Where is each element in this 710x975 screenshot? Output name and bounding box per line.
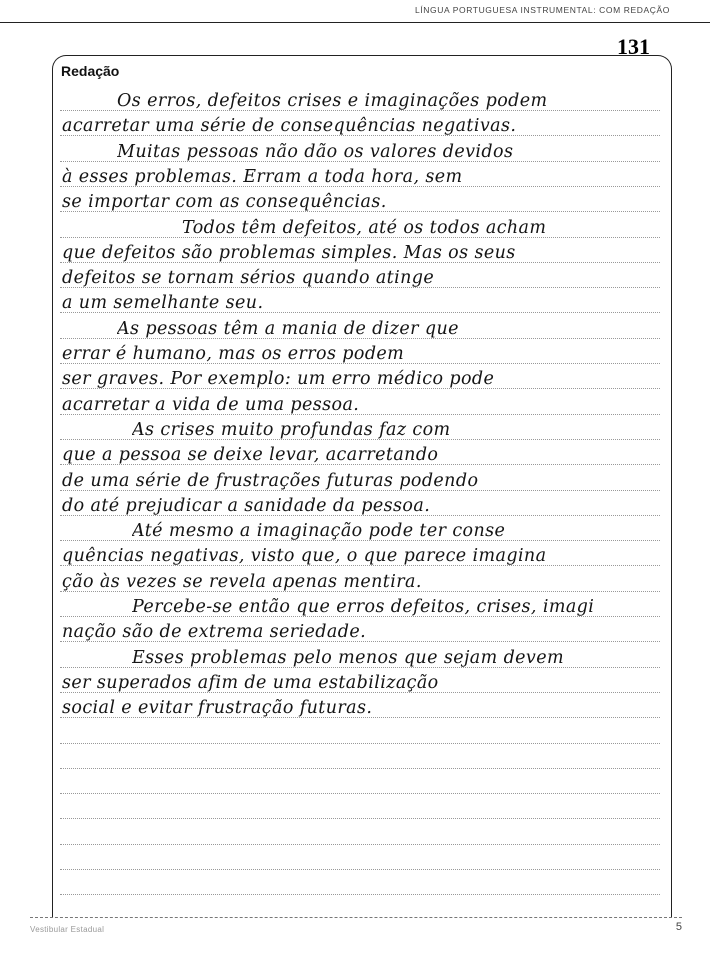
essay-line: acarretar uma série de consequências negativas.	[62, 116, 517, 137]
page-number: 5	[675, 921, 682, 933]
essay-line: quências negativas, visto que, o que parece imagina	[62, 546, 547, 567]
essay-line: do até prejudicar a sanidade da pessoa.	[62, 495, 431, 516]
essay-line: errar é humano, mas os erros podem	[62, 344, 405, 364]
ruled-line	[60, 768, 660, 769]
essay-line: a um semelhante seu.	[62, 293, 264, 314]
page-code: 131	[617, 34, 650, 59]
essay-line: ser superados afim de uma estabilização	[62, 672, 439, 693]
essay-line: à esses problemas. Erram a toda hora, sem	[62, 166, 463, 187]
essay-line: Todos têm defeitos, até os todos acham	[182, 217, 547, 238]
footer-rule	[30, 917, 682, 918]
essay-line: acarretar a vida de uma pessoa.	[62, 394, 360, 415]
essay-line: Esses problemas pelo menos que sejam devem	[132, 647, 564, 668]
essay-line: Os erros, defeitos crises e imaginações podem	[117, 91, 548, 111]
essay-line: As pessoas têm a mania de dizer que	[117, 318, 459, 339]
ruled-line	[60, 818, 660, 819]
ruled-line	[60, 793, 660, 794]
ruled-line	[60, 844, 660, 845]
essay-line: Muitas pessoas não dão os valores devidos	[117, 141, 514, 162]
ruled-line	[60, 743, 660, 744]
ruled-line	[60, 894, 660, 895]
essay-line: de uma série de frustrações futuras podendo	[62, 470, 479, 491]
essay-line: ser graves. Por exemplo: um erro médico pode	[62, 369, 495, 390]
book-title: LÍNGUA PORTUGUESA INSTRUMENTAL: COM REDAÇÃO	[414, 5, 670, 15]
essay-line: defeitos se tornam sérios quando atinge	[62, 268, 435, 289]
essay-line: social e evitar frustração futuras.	[62, 698, 373, 719]
essay-line: que defeitos são problemas simples. Mas os seus	[62, 242, 516, 263]
essay-line: Até mesmo a imaginação pode ter conse	[132, 521, 506, 542]
essay-line: se importar com as consequências.	[62, 192, 387, 213]
footer-text: Vestibular Estadual	[30, 925, 105, 934]
essay-line: ção às vezes se revela apenas mentira.	[62, 571, 422, 592]
essay-line: nação são de extrema seriedade.	[62, 622, 367, 643]
section-title: Redação	[61, 63, 120, 79]
essay-line: As crises muito profundas faz com	[132, 419, 451, 440]
essay-line: que a pessoa se deixe levar, acarretando	[62, 445, 439, 466]
essay-line: Percebe-se então que erros defeitos, crises, imagi	[132, 597, 595, 617]
ruled-line	[60, 869, 660, 870]
